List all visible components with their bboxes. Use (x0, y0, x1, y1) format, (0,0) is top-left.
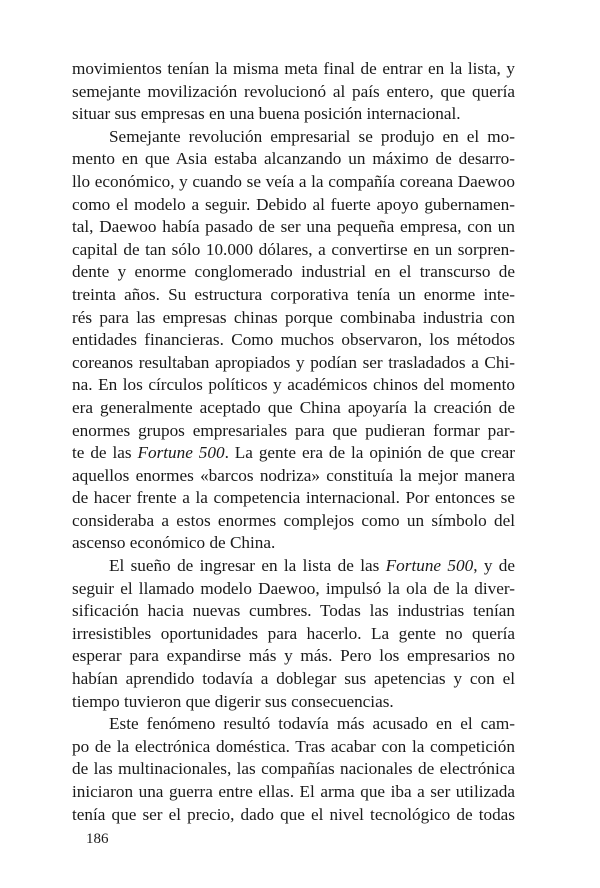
text-line: na. En los círculos políticos y académicos chinos del momento (72, 375, 515, 395)
paragraph (72, 713, 515, 826)
text-line: rés para las empresas chinas porque combinaba industria con (72, 307, 515, 327)
text-line: consideraba a estos enormes complejos como un símbolo del (72, 510, 515, 530)
text-line: capital de tan sólo 10.000 dólares, a convertirse en un sorpren- (72, 239, 515, 259)
text-line: tenía que ser el precio, dado que el nivel tecnológico de todas (72, 804, 515, 824)
body-text (72, 58, 515, 826)
text-line: aquellos enormes «barcos nodriza» constituía la mejor manera (72, 465, 515, 485)
text-line: Este fenómeno resultó todavía más acusado en el cam- (109, 714, 515, 734)
text-line: esperar para expandirse más y más. Pero los empresarios no (72, 646, 515, 666)
text-line: treinta años. Su estructura corporativa tenía un enorme inte- (72, 284, 515, 304)
text-line: seguir el llamado modelo Daewoo, impulsó la ola de la diver- (72, 578, 515, 598)
text-line: Semejante revolución empresarial se produjo en el mo- (109, 126, 515, 146)
text-line: ascenso económico de China. (72, 533, 276, 553)
text-line: como el modelo a seguir. Debido al fuerte apoyo gubernamen- (72, 194, 515, 214)
text-line: llo económico, y cuando se veía a la compañía coreana Daewoo (72, 171, 515, 191)
text-line: situar sus empresas en una buena posición internacional. (72, 104, 461, 124)
text-line: te de las Fortune 500. La gente era de la opinión de que crear (72, 443, 515, 463)
text-line: habían aprendido todavía a doblegar sus apetencias y con el (72, 669, 515, 689)
text-line: El sueño de ingresar en la lista de las Fortune 500, y de (109, 556, 515, 576)
page-number: 186 (86, 831, 109, 847)
text-line: entidades financieras. Como muchos observaron, los métodos (72, 330, 515, 350)
text-line: tiempo tuvieron que digerir sus consecuencias. (72, 691, 394, 711)
text-line: sificación hacia nuevas cumbres. Todas las industrias tenían (72, 601, 515, 621)
text-line: coreanos resultaban apropiados y podían ser trasladados a Chi- (72, 352, 515, 372)
paragraph (72, 126, 515, 555)
text-line: dente y enorme conglomerado industrial en el transcurso de (72, 262, 515, 282)
text-line: movimientos tenían la misma meta final de entrar en la lista, y (72, 59, 515, 78)
text-line: de hacer frente a la competencia internacional. Por entonces se (72, 488, 515, 508)
text-line: era generalmente aceptado que China apoyaría la creación de (72, 397, 515, 417)
paragraph (72, 58, 515, 126)
text-line: semejante movilización revolucionó al país entero, que quería (72, 81, 515, 101)
text-line: enormes grupos empresariales para que pudieran formar par- (72, 420, 515, 440)
text-line: irresistibles oportunidades para hacerlo. La gente no quería (72, 623, 515, 643)
text-line: de las multinacionales, las compañías nacionales de electrónica (72, 759, 515, 779)
paragraph (72, 555, 515, 713)
text-line: po de la electrónica doméstica. Tras acabar con la competición (72, 736, 515, 756)
text-line: tal, Daewoo había pasado de ser una pequeña empresa, con un (72, 217, 515, 237)
text-line: iniciaron una guerra entre ellas. El arma que iba a ser utilizada (72, 782, 515, 801)
text-line: mento en que Asia estaba alcanzando un máximo de desarro- (72, 149, 515, 169)
